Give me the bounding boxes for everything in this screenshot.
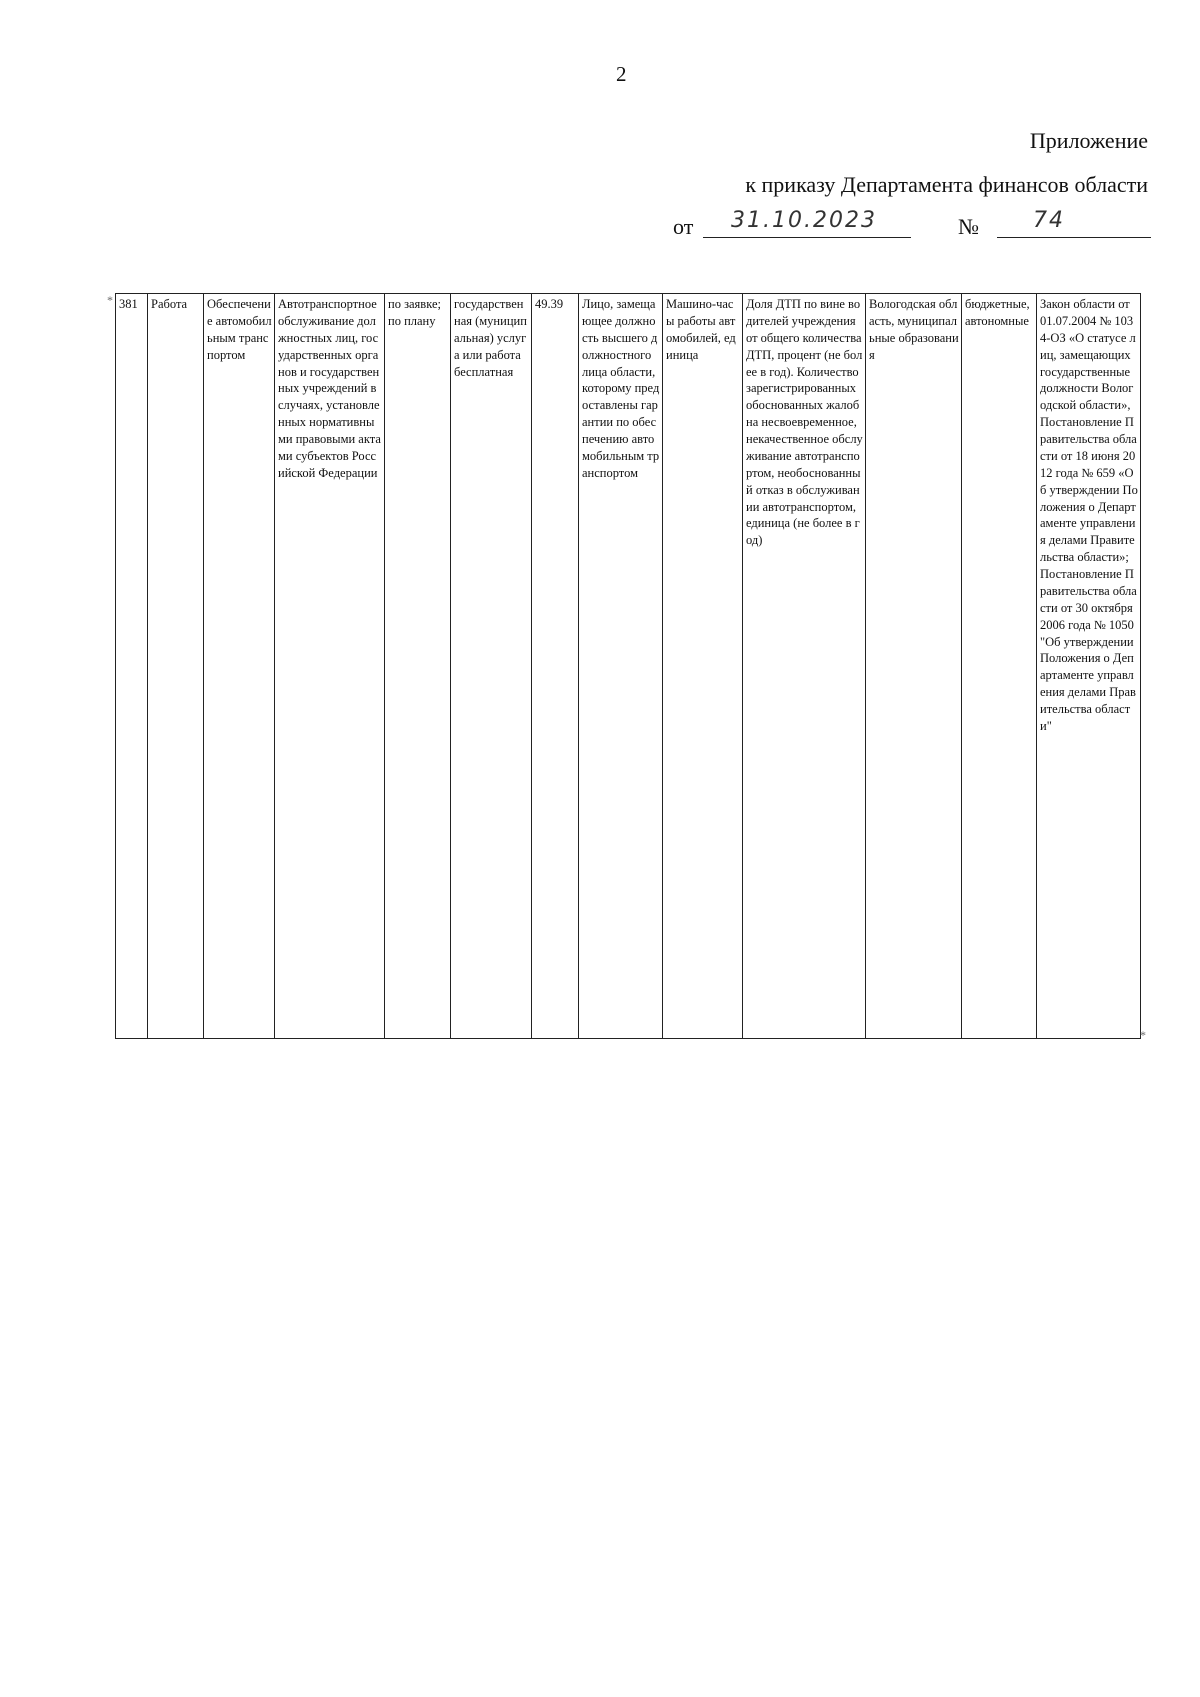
cell-conditions: по заявке; по плану [385, 294, 451, 1039]
scan-mark: * [1140, 1028, 1146, 1042]
number-label: № [958, 214, 979, 239]
cell-territory: Вологодская область, муниципальные образования [866, 294, 962, 1039]
cell-volume-indicator: Машино-часы работы автомобилей, единица [663, 294, 743, 1039]
cell-quality-indicator: Доля ДТП по вине водителей учреждения от общего количества ДТП, процент (не более в год). Количество зарегистрированных обоснованных жалоб на несвоевременное, некачественное обслуживание автотранспортом, необоснованный отказ в обслуживании автотранспортом, единица (не более в год) [743, 294, 866, 1039]
cell-category: Работа [148, 294, 204, 1039]
handwritten-date: 31.10.2023 [731, 208, 877, 233]
page-number: 2 [616, 62, 627, 86]
appendix-subtitle: к приказу Департамента финансов области [745, 172, 1148, 197]
cell-consumers: Лицо, замещающее должность высшего должностного лица области, которому предоставлены гарантии по обеспечению автомобильным транспортом [579, 294, 663, 1039]
date-label: от [673, 214, 694, 239]
date-underline [703, 237, 911, 238]
appendix-title: Приложение [1029, 128, 1148, 153]
cell-legal-basis: Закон области от 01.07.2004 № 1034-ОЗ «О статусе лиц, замещающих государственные должности Вологодской области», Постановление Правительства области от 18 июня 2012 года № 659 «Об утверждении Положения о Департаменте управления делами Правительства области»; Постановление Правительства области от 30 октября 2006 года № 1050 "Об утверждении Положения о Департаменте управления делами Правительства области" [1037, 294, 1141, 1039]
cell-row-number: 381 [116, 294, 148, 1039]
cell-service-name: Обеспечение автомобильным транспортом [204, 294, 275, 1039]
cell-service-type: государственная (муниципальная) услуга или работа бесплатная [451, 294, 532, 1039]
cell-institution-type: бюджетные, автономные [962, 294, 1037, 1039]
number-underline [997, 237, 1151, 238]
order-reference [673, 208, 1153, 240]
scan-mark: * [107, 293, 113, 307]
cell-okved-code: 49.39 [532, 294, 579, 1039]
handwritten-number: 74 [1033, 208, 1065, 233]
register-table [115, 293, 1141, 1039]
table-row [116, 294, 1141, 1039]
cell-content: Автотранспортное обслуживание должностных лиц, государственных органов и государственных учреждений в случаях, установленных нормативными правовыми актами субъектов Российской Федерации [275, 294, 385, 1039]
